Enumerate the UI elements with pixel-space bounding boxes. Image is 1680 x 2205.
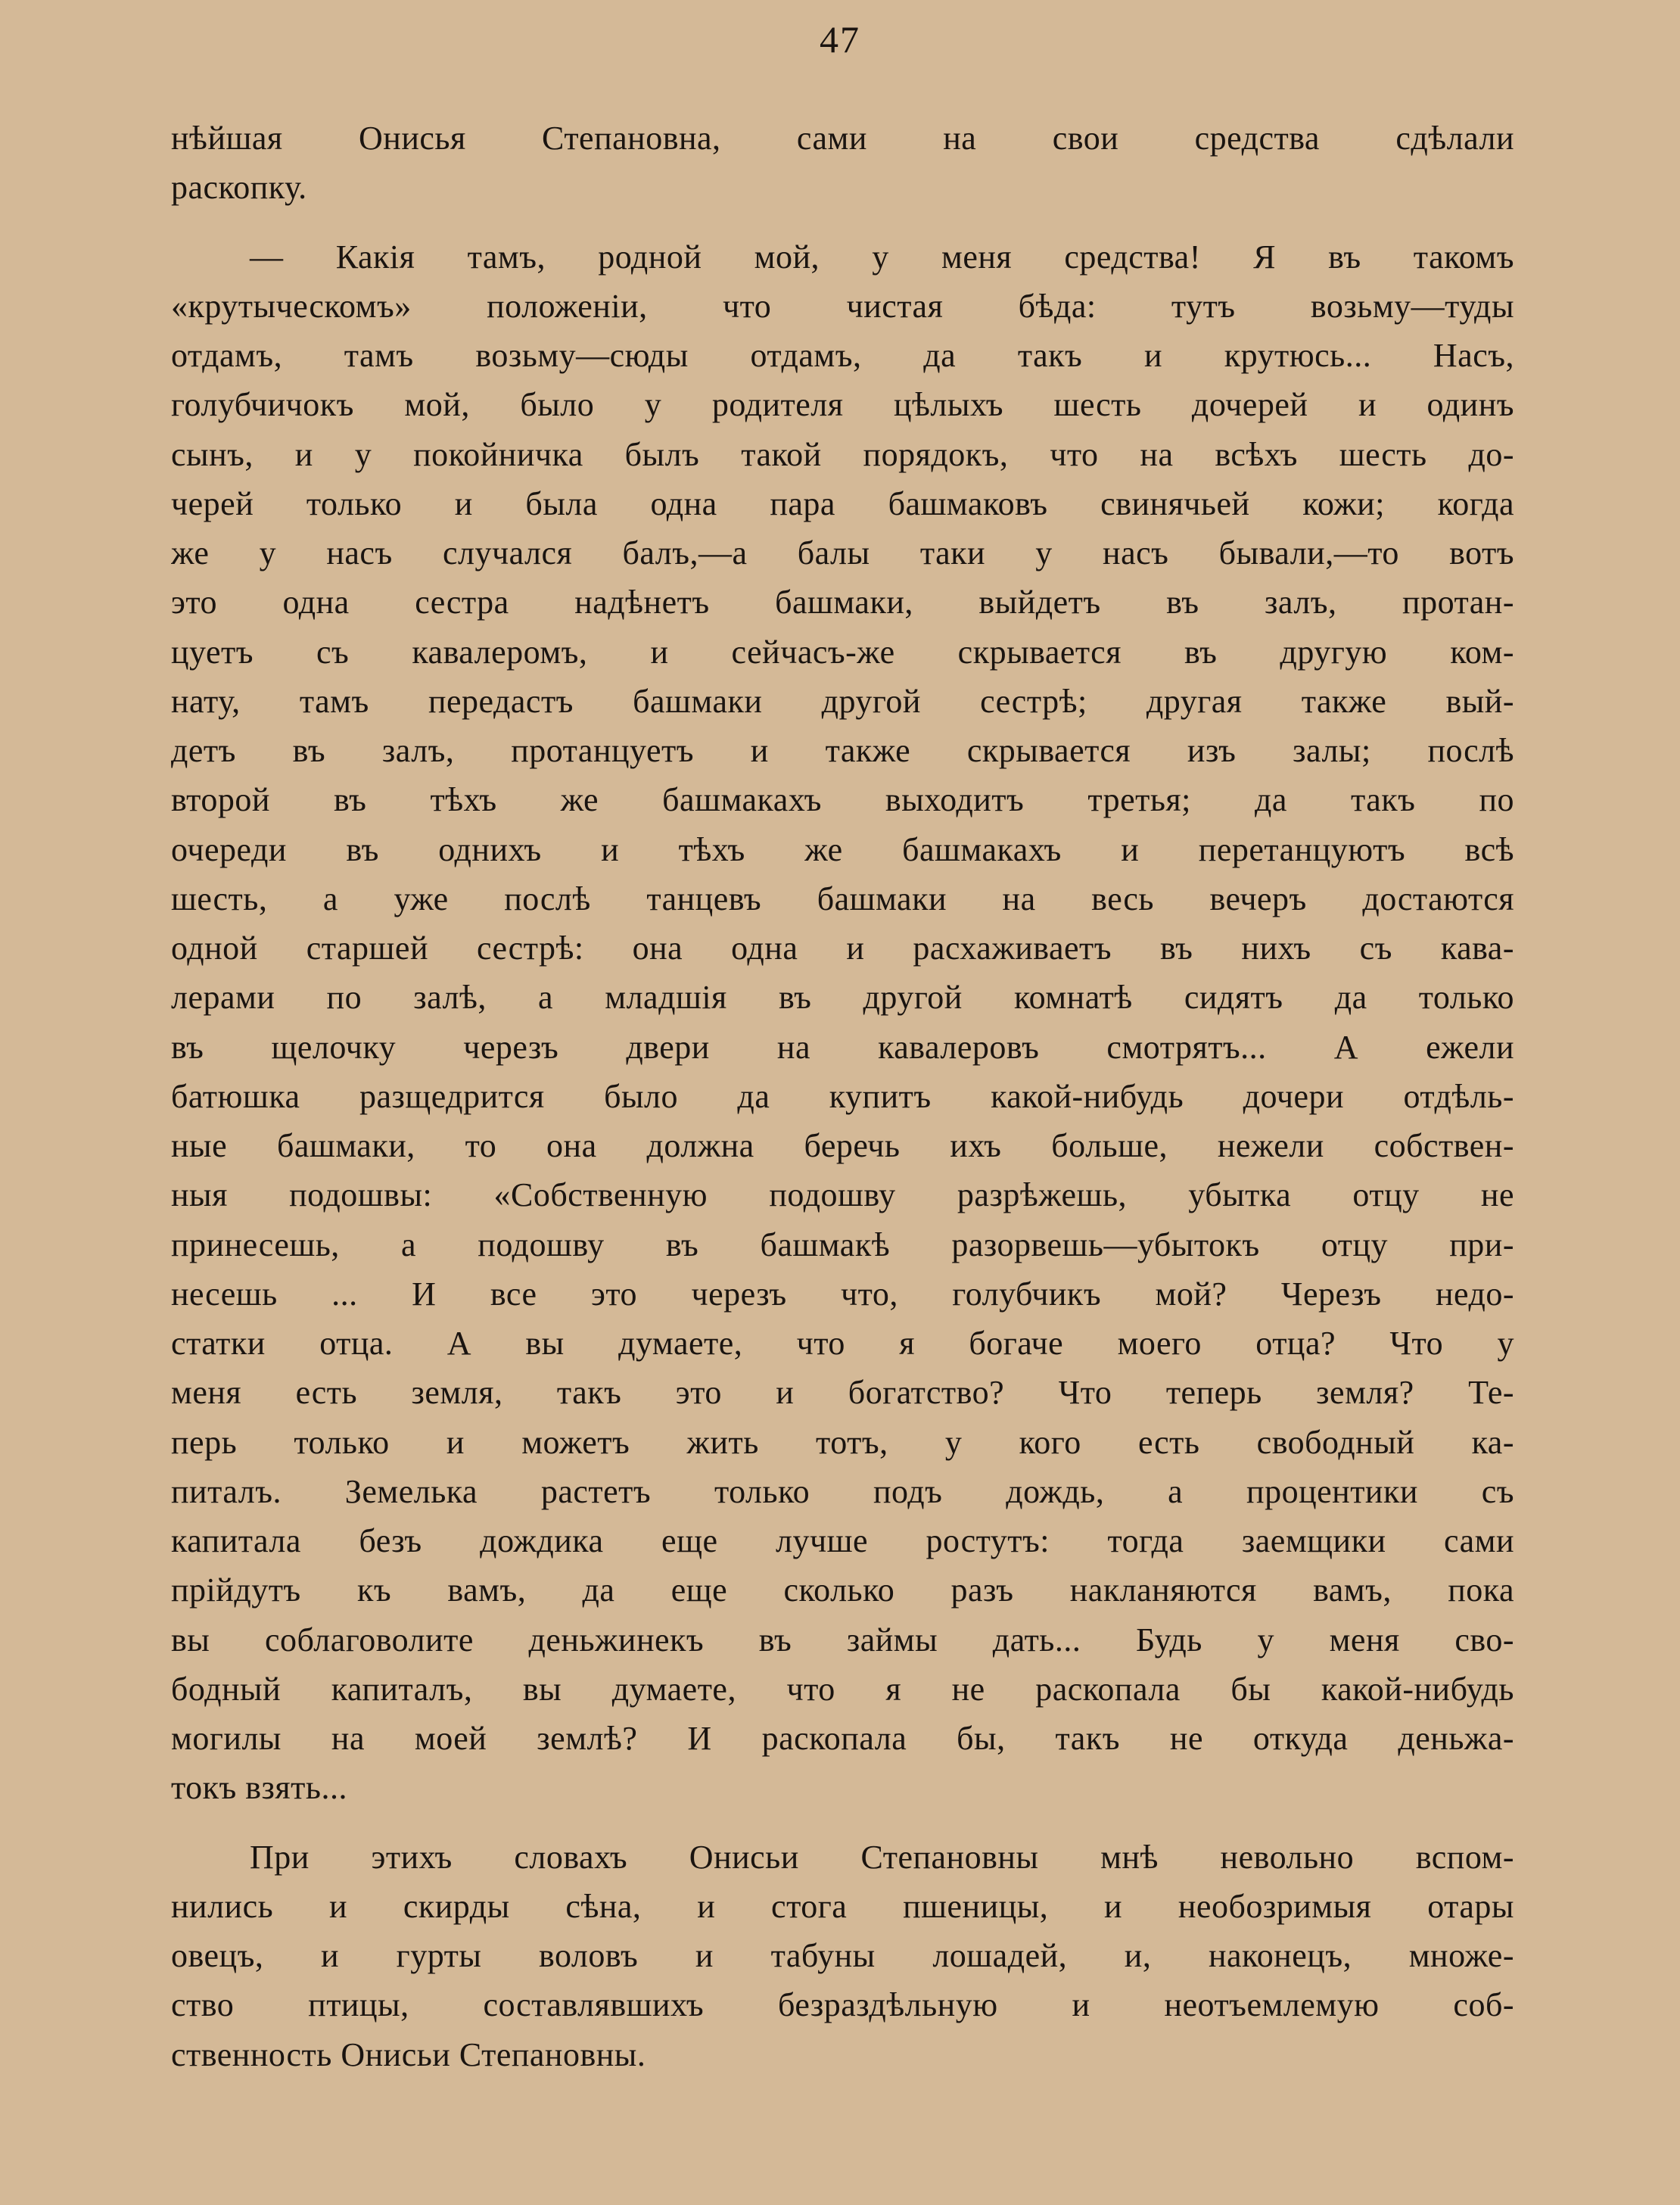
text-line: одной старшей сестрѣ: она одна и расхаживаетъ въ нихъ съ кава- <box>171 930 1514 967</box>
text-line: шесть, а уже послѣ танцевъ башмаки на весь вечеръ достаются <box>171 880 1514 917</box>
text-line: второй въ тѣхъ же башмакахъ выходитъ третья; да такъ по <box>171 781 1514 819</box>
text-line: вы соблаговолите деньжинекъ въ займы дать... Будь у меня сво- <box>171 1621 1514 1658</box>
text-line: могилы на моей землѣ? И раскопала бы, такъ не откуда деньжа- <box>171 1720 1514 1757</box>
text-line: въ щелочку черезъ двери на кавалеровъ смотрятъ... А ежели <box>171 1028 1514 1066</box>
text-line: лерами по залѣ, а младшія въ другой комнатѣ сидятъ да только <box>171 979 1514 1017</box>
text-line: несешь ... И все это черезъ что, голубчикъ мой? Черезъ недо- <box>171 1275 1514 1313</box>
text-line: очереди въ однихъ и тѣхъ же башмакахъ и перетанцуютъ всѣ <box>171 830 1514 868</box>
text-line: ныя подошвы: «Собственную подошву разрѣжешь, убытка отцу не <box>171 1176 1514 1214</box>
text-line: бодный капиталъ, вы думаете, что я не раскопала бы какой-нибудь <box>171 1670 1514 1708</box>
text-line: ство птицы, составлявшихъ безраздѣльную и неотъемлемую соб- <box>171 1986 1514 2024</box>
text-line: детъ въ залъ, протанцуетъ и также скрывается изъ залы; послѣ <box>171 732 1514 769</box>
paragraph-gap <box>171 213 1514 232</box>
text-line: нѣйшая Онисья Степановна, сами на свои средства сдѣлали <box>171 120 1514 157</box>
text-line: нату, тамъ передастъ башмаки другой сестрѣ; другая также вый- <box>171 682 1514 720</box>
text-line: ные башмаки, то она должна беречь ихъ больше, нежели собствен- <box>171 1127 1514 1164</box>
text-line: При этихъ словахъ Онисьи Степановны мнѣ невольно вспом- <box>250 1838 1514 1876</box>
text-line: токъ взять... <box>171 1769 347 1807</box>
text-line: цуетъ съ кавалеромъ, и сейчасъ-же скрывается въ другую ком- <box>171 633 1514 671</box>
text-line: перь только и можетъ жить тотъ, у кого есть свободный ка- <box>171 1423 1514 1461</box>
text-line: голубчичокъ мой, было у родителя цѣлыхъ шесть дочерей и одинъ <box>171 386 1514 424</box>
text-line: «крутыческомъ» положеніи, что чистая бѣда: тутъ возьму—туды <box>171 287 1514 325</box>
page-number: 47 <box>820 18 860 61</box>
text-line: меня есть земля, такъ это и богатство? Что теперь земля? Те- <box>171 1374 1514 1412</box>
text-line: батюшка разщедрится было да купитъ какой-нибудь дочери отдѣль- <box>171 1077 1514 1115</box>
text-line: овецъ, и гурты воловъ и табуны лошадей, и, наконецъ, множе- <box>171 1937 1514 1974</box>
body-text <box>171 114 1514 2079</box>
text-line: прійдутъ къ вамъ, да еще сколько разъ накланяются вамъ, пока <box>171 1571 1514 1609</box>
text-line: нились и скирды сѣна, и стога пшеницы, и необозримыя отары <box>171 1887 1514 1925</box>
paragraph-gap <box>171 1813 1514 1833</box>
text-line: раскопку. <box>171 169 307 207</box>
text-line: капитала безъ дождика еще лучше ростутъ: тогда заемщики сами <box>171 1522 1514 1559</box>
text-line: сынъ, и у покойничка былъ такой порядокъ, что на всѣхъ шесть до- <box>171 435 1514 473</box>
text-line: — Какія тамъ, родной мой, у меня средства! Я въ такомъ <box>250 238 1514 276</box>
text-line: статки отца. А вы думаете, что я богаче моего отца? Что у <box>171 1325 1514 1362</box>
text-line: ственность Онисьи Степановны. <box>171 2035 646 2073</box>
text-line: отдамъ, тамъ возьму—сюды отдамъ, да такъ и крутюсь... Насъ, <box>171 337 1514 374</box>
text-line: питалъ. Земелька растетъ только подъ дождь, а процентики съ <box>171 1472 1514 1510</box>
text-line: же у насъ случался балъ,—а балы таки у насъ бывали,—то вотъ <box>171 534 1514 571</box>
text-line: это одна сестра надѣнетъ башмаки, выйдетъ въ залъ, протан- <box>171 584 1514 621</box>
text-line: черей только и была одна пара башмаковъ свинячьей кожи; когда <box>171 484 1514 522</box>
text-line: принесешь, а подошву въ башмакѣ разорвешь—убытокъ отцу при- <box>171 1226 1514 1263</box>
